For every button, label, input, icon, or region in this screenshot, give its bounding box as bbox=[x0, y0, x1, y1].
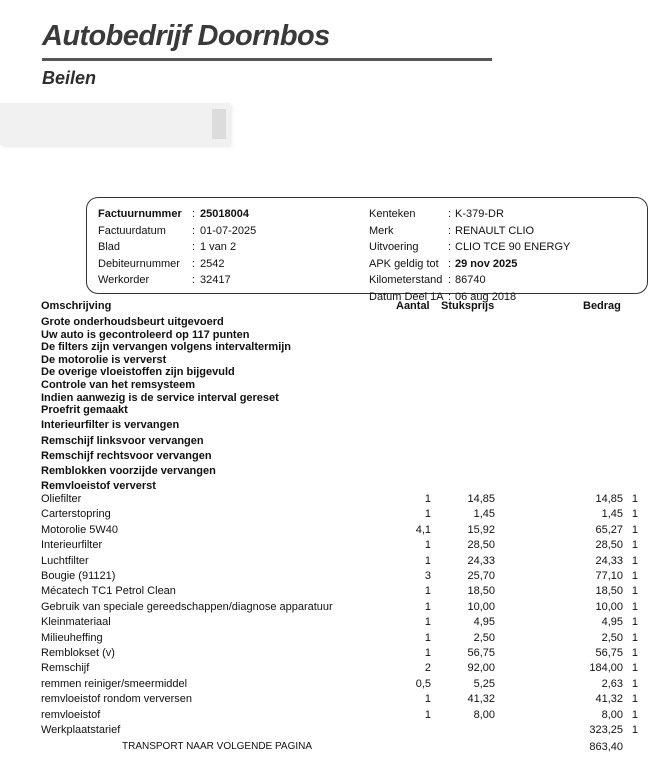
redacted-address bbox=[0, 103, 230, 145]
item-amount: 2,63 bbox=[601, 677, 623, 690]
item-code: 1 bbox=[631, 585, 638, 598]
item-qty: 3 bbox=[424, 570, 431, 582]
service-note: Indien aanwezig is de service interval gereset bbox=[41, 391, 279, 404]
item-amount: 28,50 bbox=[595, 539, 623, 552]
item-code: 1 bbox=[631, 570, 638, 582]
info-colon: : bbox=[192, 224, 196, 237]
service-note: Remvloeistof ververst bbox=[41, 480, 156, 493]
info-label: Uitvoering bbox=[369, 241, 419, 253]
item-price: 14,85 bbox=[467, 493, 495, 505]
info-value: RENAULT CLIO bbox=[455, 224, 535, 237]
item-description: Gebruik van speciale gereedschappen/diagnose apparatuur bbox=[41, 600, 333, 613]
item-code: 1 bbox=[631, 508, 638, 521]
info-value: 32417 bbox=[200, 274, 231, 286]
item-price: 15,92 bbox=[467, 523, 495, 536]
item-qty: 1 bbox=[424, 539, 431, 552]
info-label: Factuurnummer bbox=[98, 208, 182, 220]
item-code: 1 bbox=[631, 724, 638, 736]
info-value: 2542 bbox=[200, 257, 225, 270]
item-description: Werkplaatstarief bbox=[41, 724, 121, 736]
item-qty: 1 bbox=[424, 600, 431, 613]
item-qty: 1 bbox=[424, 647, 431, 659]
info-label: Datum Deel 1A bbox=[369, 290, 444, 303]
item-qty: 1 bbox=[424, 616, 431, 629]
item-qty: 0,5 bbox=[415, 677, 431, 690]
item-code: 1 bbox=[631, 554, 638, 567]
item-description: Luchtfilter bbox=[41, 554, 89, 567]
info-colon: : bbox=[448, 257, 452, 270]
item-amount: 65,27 bbox=[595, 523, 623, 536]
service-note: Interieurfilter is vervangen bbox=[41, 419, 180, 432]
info-label: Kenteken bbox=[369, 208, 416, 220]
info-colon: : bbox=[448, 241, 452, 253]
service-note: De filters zijn vervangen volgens intervaltermijn bbox=[41, 341, 292, 354]
item-description: Kleinmateriaal bbox=[41, 616, 111, 629]
item-amount: 8,00 bbox=[601, 708, 623, 721]
item-amount: 2,50 bbox=[601, 631, 623, 644]
item-price: 25,70 bbox=[467, 570, 495, 582]
item-description: remvloeistof bbox=[41, 708, 101, 721]
info-label: Werkorder bbox=[98, 274, 150, 286]
service-note: Remschijf linksvoor vervangen bbox=[41, 434, 204, 447]
info-colon: : bbox=[192, 257, 196, 270]
service-note: Uw auto is gecontroleerd op 117 punten bbox=[41, 328, 250, 341]
item-description: remmen reiniger/smeermiddel bbox=[41, 677, 188, 690]
item-amount: 56,75 bbox=[595, 647, 623, 659]
info-label: Blad bbox=[98, 241, 121, 253]
info-value: CLIO TCE 90 ENERGY bbox=[455, 241, 571, 253]
item-qty: 1 bbox=[424, 693, 431, 706]
info-value: 06 aug 2018 bbox=[455, 290, 517, 303]
item-amount: 184,00 bbox=[589, 662, 623, 675]
item-description: Milieuheffing bbox=[41, 631, 103, 644]
item-code: 1 bbox=[631, 647, 638, 659]
item-description: Remschijf bbox=[41, 662, 90, 675]
item-price: 8,00 bbox=[473, 708, 495, 721]
item-price: 18,50 bbox=[467, 585, 495, 598]
info-colon: : bbox=[448, 290, 452, 303]
item-qty: 4,1 bbox=[415, 523, 431, 536]
company-name: Autobedrijf Doornbos bbox=[42, 20, 330, 52]
info-value: 86740 bbox=[455, 274, 486, 286]
transport-amount: 863,40 bbox=[589, 741, 623, 753]
service-note: Grote onderhoudsbeurt uitgevoerd bbox=[41, 316, 224, 328]
item-code: 1 bbox=[631, 708, 638, 721]
item-description: Bougie (91121) bbox=[41, 570, 116, 582]
item-code: 1 bbox=[631, 677, 638, 690]
item-description: Carterstopring bbox=[41, 508, 111, 521]
item-qty: 1 bbox=[424, 631, 431, 644]
item-price: 24,33 bbox=[467, 554, 495, 567]
item-amount: 4,95 bbox=[601, 616, 623, 629]
item-qty: 1 bbox=[424, 708, 431, 721]
item-price: 10,00 bbox=[467, 600, 495, 613]
service-note: De overige vloeistoffen zijn bijgevuld bbox=[41, 366, 235, 379]
info-value: 01-07-2025 bbox=[200, 224, 257, 237]
item-qty: 1 bbox=[424, 508, 431, 521]
item-description: Oliefilter bbox=[41, 493, 82, 505]
item-description: Mécatech TC1 Petrol Clean bbox=[41, 585, 176, 598]
item-price: 1,45 bbox=[473, 508, 495, 521]
item-price: 2,50 bbox=[473, 631, 495, 644]
info-value: K-379-DR bbox=[455, 208, 504, 220]
item-price: 4,95 bbox=[473, 616, 495, 629]
item-amount: 77,10 bbox=[595, 570, 623, 582]
item-description: Interieurfilter bbox=[41, 539, 103, 552]
col-qty: Aantal bbox=[396, 300, 430, 312]
info-label: APK geldig tot bbox=[369, 257, 439, 270]
service-note: De motorolie is ververst bbox=[41, 353, 167, 366]
service-note: Remblokken voorzijde vervangen bbox=[41, 465, 216, 477]
info-value: 25018004 bbox=[200, 208, 249, 220]
info-colon: : bbox=[192, 274, 196, 286]
item-qty: 1 bbox=[424, 585, 431, 598]
info-colon: : bbox=[448, 208, 452, 220]
item-code: 1 bbox=[631, 631, 638, 644]
info-colon: : bbox=[448, 274, 452, 286]
item-code: 1 bbox=[631, 493, 638, 505]
item-qty: 2 bbox=[424, 662, 431, 675]
item-description: Motorolie 5W40 bbox=[41, 523, 119, 536]
item-amount: 41,32 bbox=[595, 693, 623, 706]
item-code: 1 bbox=[631, 616, 638, 629]
info-label: Debiteurnummer bbox=[98, 257, 180, 270]
transport-label: TRANSPORT NAAR VOLGENDE PAGINA bbox=[122, 741, 313, 752]
item-price: 56,75 bbox=[467, 647, 495, 659]
item-qty: 1 bbox=[424, 493, 431, 505]
info-colon: : bbox=[192, 208, 196, 220]
item-amount: 18,50 bbox=[595, 585, 623, 598]
item-amount: 14,85 bbox=[595, 493, 623, 505]
item-code: 1 bbox=[631, 539, 638, 552]
info-label: Kilometerstand bbox=[369, 274, 443, 286]
item-description: remvloeistof rondom verversen bbox=[41, 693, 193, 706]
service-note: Controle van het remsysteem bbox=[41, 379, 196, 391]
item-price: 92,00 bbox=[467, 662, 495, 675]
service-note: Proefrit gemaakt bbox=[41, 404, 128, 417]
col-amount: Bedrag bbox=[583, 300, 621, 312]
item-amount: 323,25 bbox=[589, 724, 623, 736]
col-price: Stuksprijs bbox=[441, 300, 495, 312]
item-price: 5,25 bbox=[473, 677, 495, 690]
header-rule bbox=[42, 58, 492, 61]
info-value: 29 nov 2025 bbox=[455, 257, 518, 270]
item-price: 28,50 bbox=[467, 539, 495, 552]
item-amount: 24,33 bbox=[595, 554, 623, 567]
item-code: 1 bbox=[631, 662, 638, 675]
col-description: Omschrijving bbox=[41, 300, 112, 312]
item-qty: 1 bbox=[424, 554, 431, 567]
info-colon: : bbox=[192, 241, 196, 253]
item-price: 41,32 bbox=[467, 693, 495, 706]
item-description: Remblokset (v) bbox=[41, 647, 115, 659]
item-code: 1 bbox=[631, 523, 638, 536]
item-amount: 1,45 bbox=[601, 508, 623, 521]
info-value: 1 van 2 bbox=[200, 241, 237, 253]
info-label: Merk bbox=[369, 224, 394, 237]
item-amount: 10,00 bbox=[595, 600, 623, 613]
company-city: Beilen bbox=[42, 68, 97, 88]
info-colon: : bbox=[448, 224, 452, 237]
info-label: Factuurdatum bbox=[98, 224, 166, 237]
service-note: Remschijf rechtsvoor vervangen bbox=[41, 449, 212, 462]
item-code: 1 bbox=[631, 600, 638, 613]
item-code: 1 bbox=[631, 693, 638, 706]
